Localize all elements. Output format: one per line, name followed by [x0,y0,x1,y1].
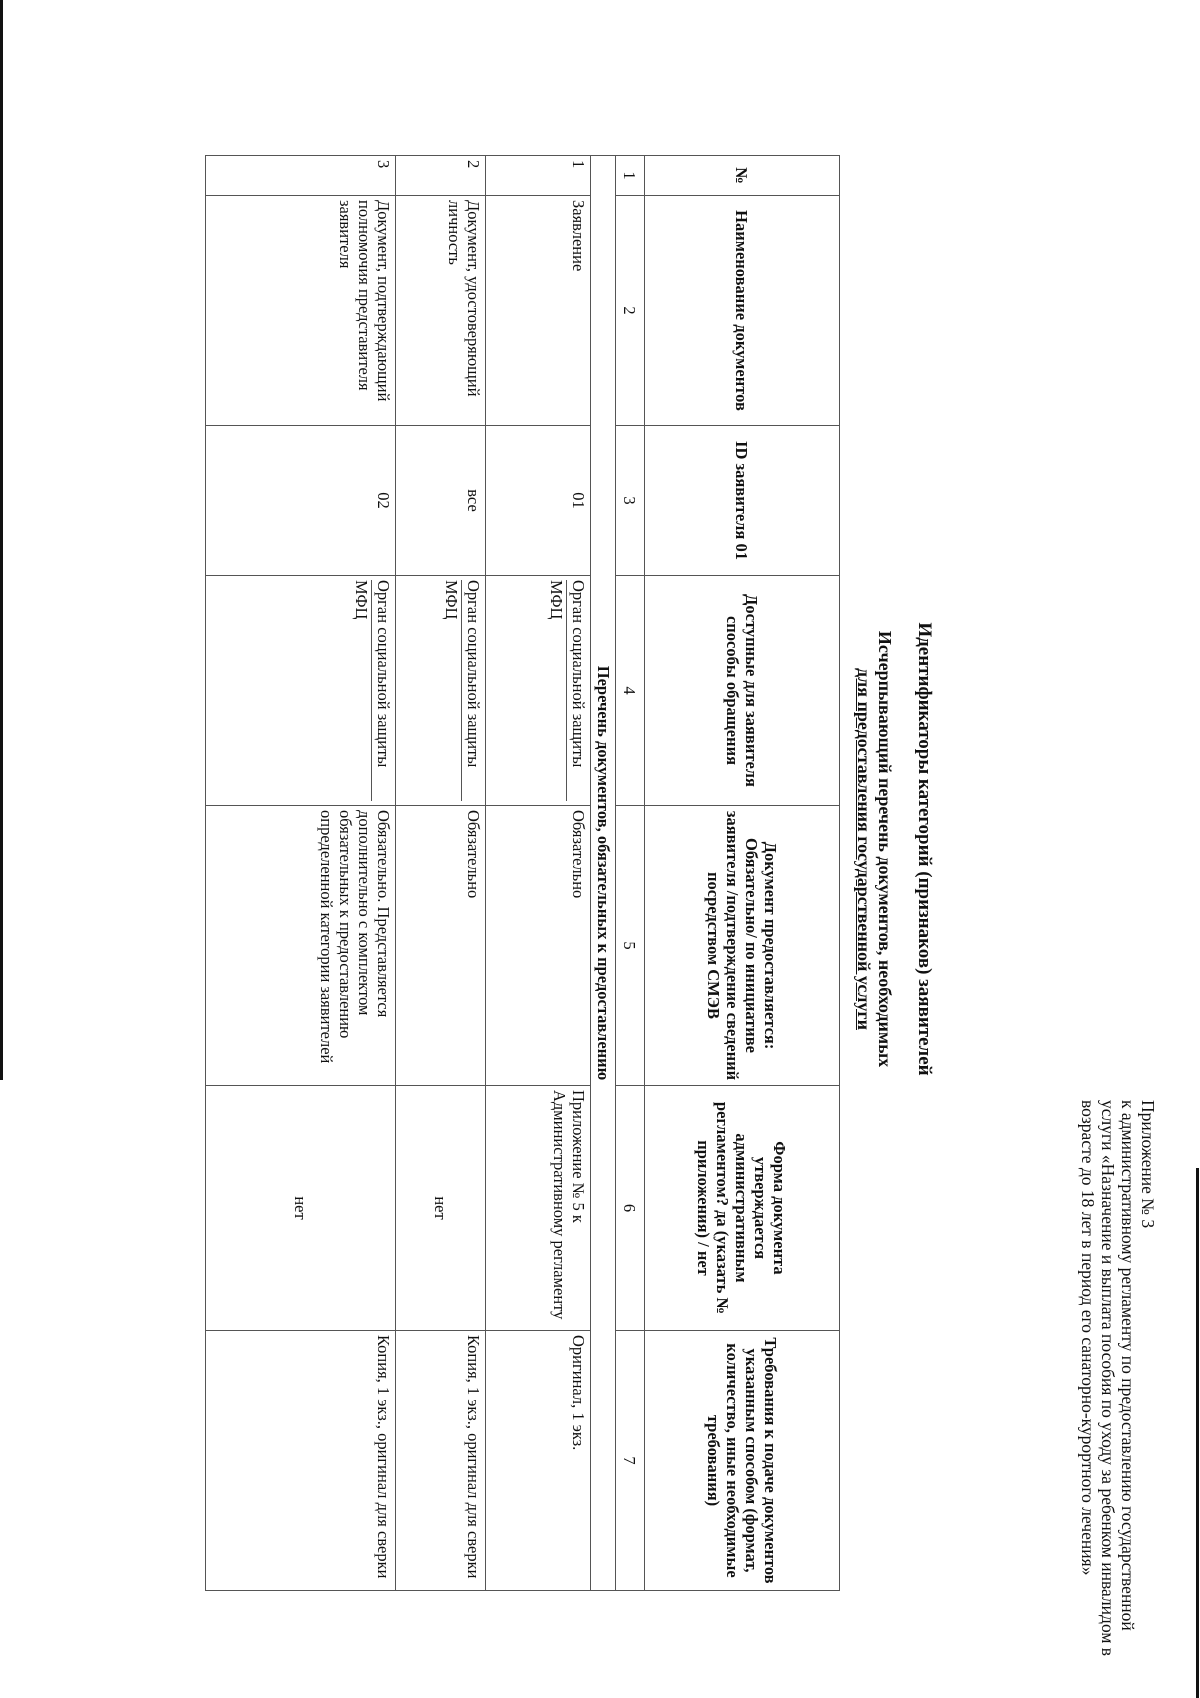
header-contact-methods: Доступные для заявителя способы обращения [645,576,840,806]
contact-methods [486,576,591,806]
header-applicant-id: ID заявителя 01 [645,426,840,576]
appendix-note [1078,1100,1158,1660]
documents-table [205,155,840,1591]
header-document-name: Наименование документов [645,196,840,426]
column-number: 6 [616,1086,645,1331]
table-row [206,156,396,1591]
contact-method: МФЦ [352,580,372,801]
document-name: Заявление [486,196,591,426]
column-numbers-row [616,156,645,1591]
column-number: 4 [616,576,645,806]
table-title-line1: Исчерпывающий перечень документов, необходимых [875,630,895,1068]
column-number: 1 [616,156,645,196]
table-row [396,156,486,1591]
appendix-number: Приложение № 3 [1138,1100,1158,1229]
section-header-row [591,156,616,1591]
applicant-id: 02 [206,426,396,576]
column-number: 5 [616,806,645,1086]
submission-requirements: Копия, 1 экз., оригинал для сверки [396,1331,486,1591]
contact-method: МФЦ [442,580,462,801]
table-title [853,0,895,1698]
submission-requirements: Копия, 1 экз., оригинал для сверки [206,1331,396,1591]
header-requirements: Требования к подаче документов указанным способом (формат, количество, иные необходимые требования) [645,1331,840,1591]
table-header-row [645,156,840,1591]
applicant-id: 01 [486,426,591,576]
contact-method: Орган социальной защиты [464,580,483,768]
provision-type: Обязательно [396,806,486,1086]
header-number: № [645,156,840,196]
table-title-line2: для предоставления государственной услуги [854,668,874,1030]
header-form-approval: Форма документа утверждается административным регламентом? да (указать № приложения) / нет [645,1086,840,1331]
table-row [486,156,591,1591]
contact-method: Орган социальной защиты [374,580,393,768]
applicant-id: все [396,426,486,576]
contact-method: МФЦ [547,580,567,801]
row-number: 3 [206,156,396,196]
provision-type: Обязательно. Представляется дополнительно с комплектом обязательных к предоставлению определенной категории заявителей [206,806,396,1086]
contact-method: Орган социальной защиты [569,580,588,768]
contact-methods [396,576,486,806]
form-approval: нет [396,1086,486,1331]
appendix-description: к административному регламенту по предоставлению государственной услуги «Назначение и выплата пособия по уходу за ребенком инвалидом в возрасте до 18 лет в период его санаторно-курортного лечения» [1078,1100,1138,1657]
section-title: Перечень документов, обязательных к предоставлению [591,156,616,1591]
document-name: Документ, подтверждающий полномочия представителя заявителя [206,196,396,426]
document-name: Документ, удостоверяющий личность [396,196,486,426]
contact-methods [206,576,396,806]
header-provision-type: Документ предоставляется: Обязательно/ по инициативе заявителя /подтверждение сведений посредством СМЭВ [645,806,840,1086]
form-approval: Приложение № 5 к Административному регламенту [486,1086,591,1331]
provision-type: Обязательно [486,806,591,1086]
document-title: Идентификаторы категорий (признаков) заявителей [914,622,935,1076]
submission-requirements: Оригинал, 1 экз. [486,1331,591,1591]
row-number: 1 [486,156,591,196]
row-number: 2 [396,156,486,196]
column-number: 7 [616,1331,645,1591]
form-approval: нет [206,1086,396,1331]
column-number: 3 [616,426,645,576]
column-number: 2 [616,196,645,426]
